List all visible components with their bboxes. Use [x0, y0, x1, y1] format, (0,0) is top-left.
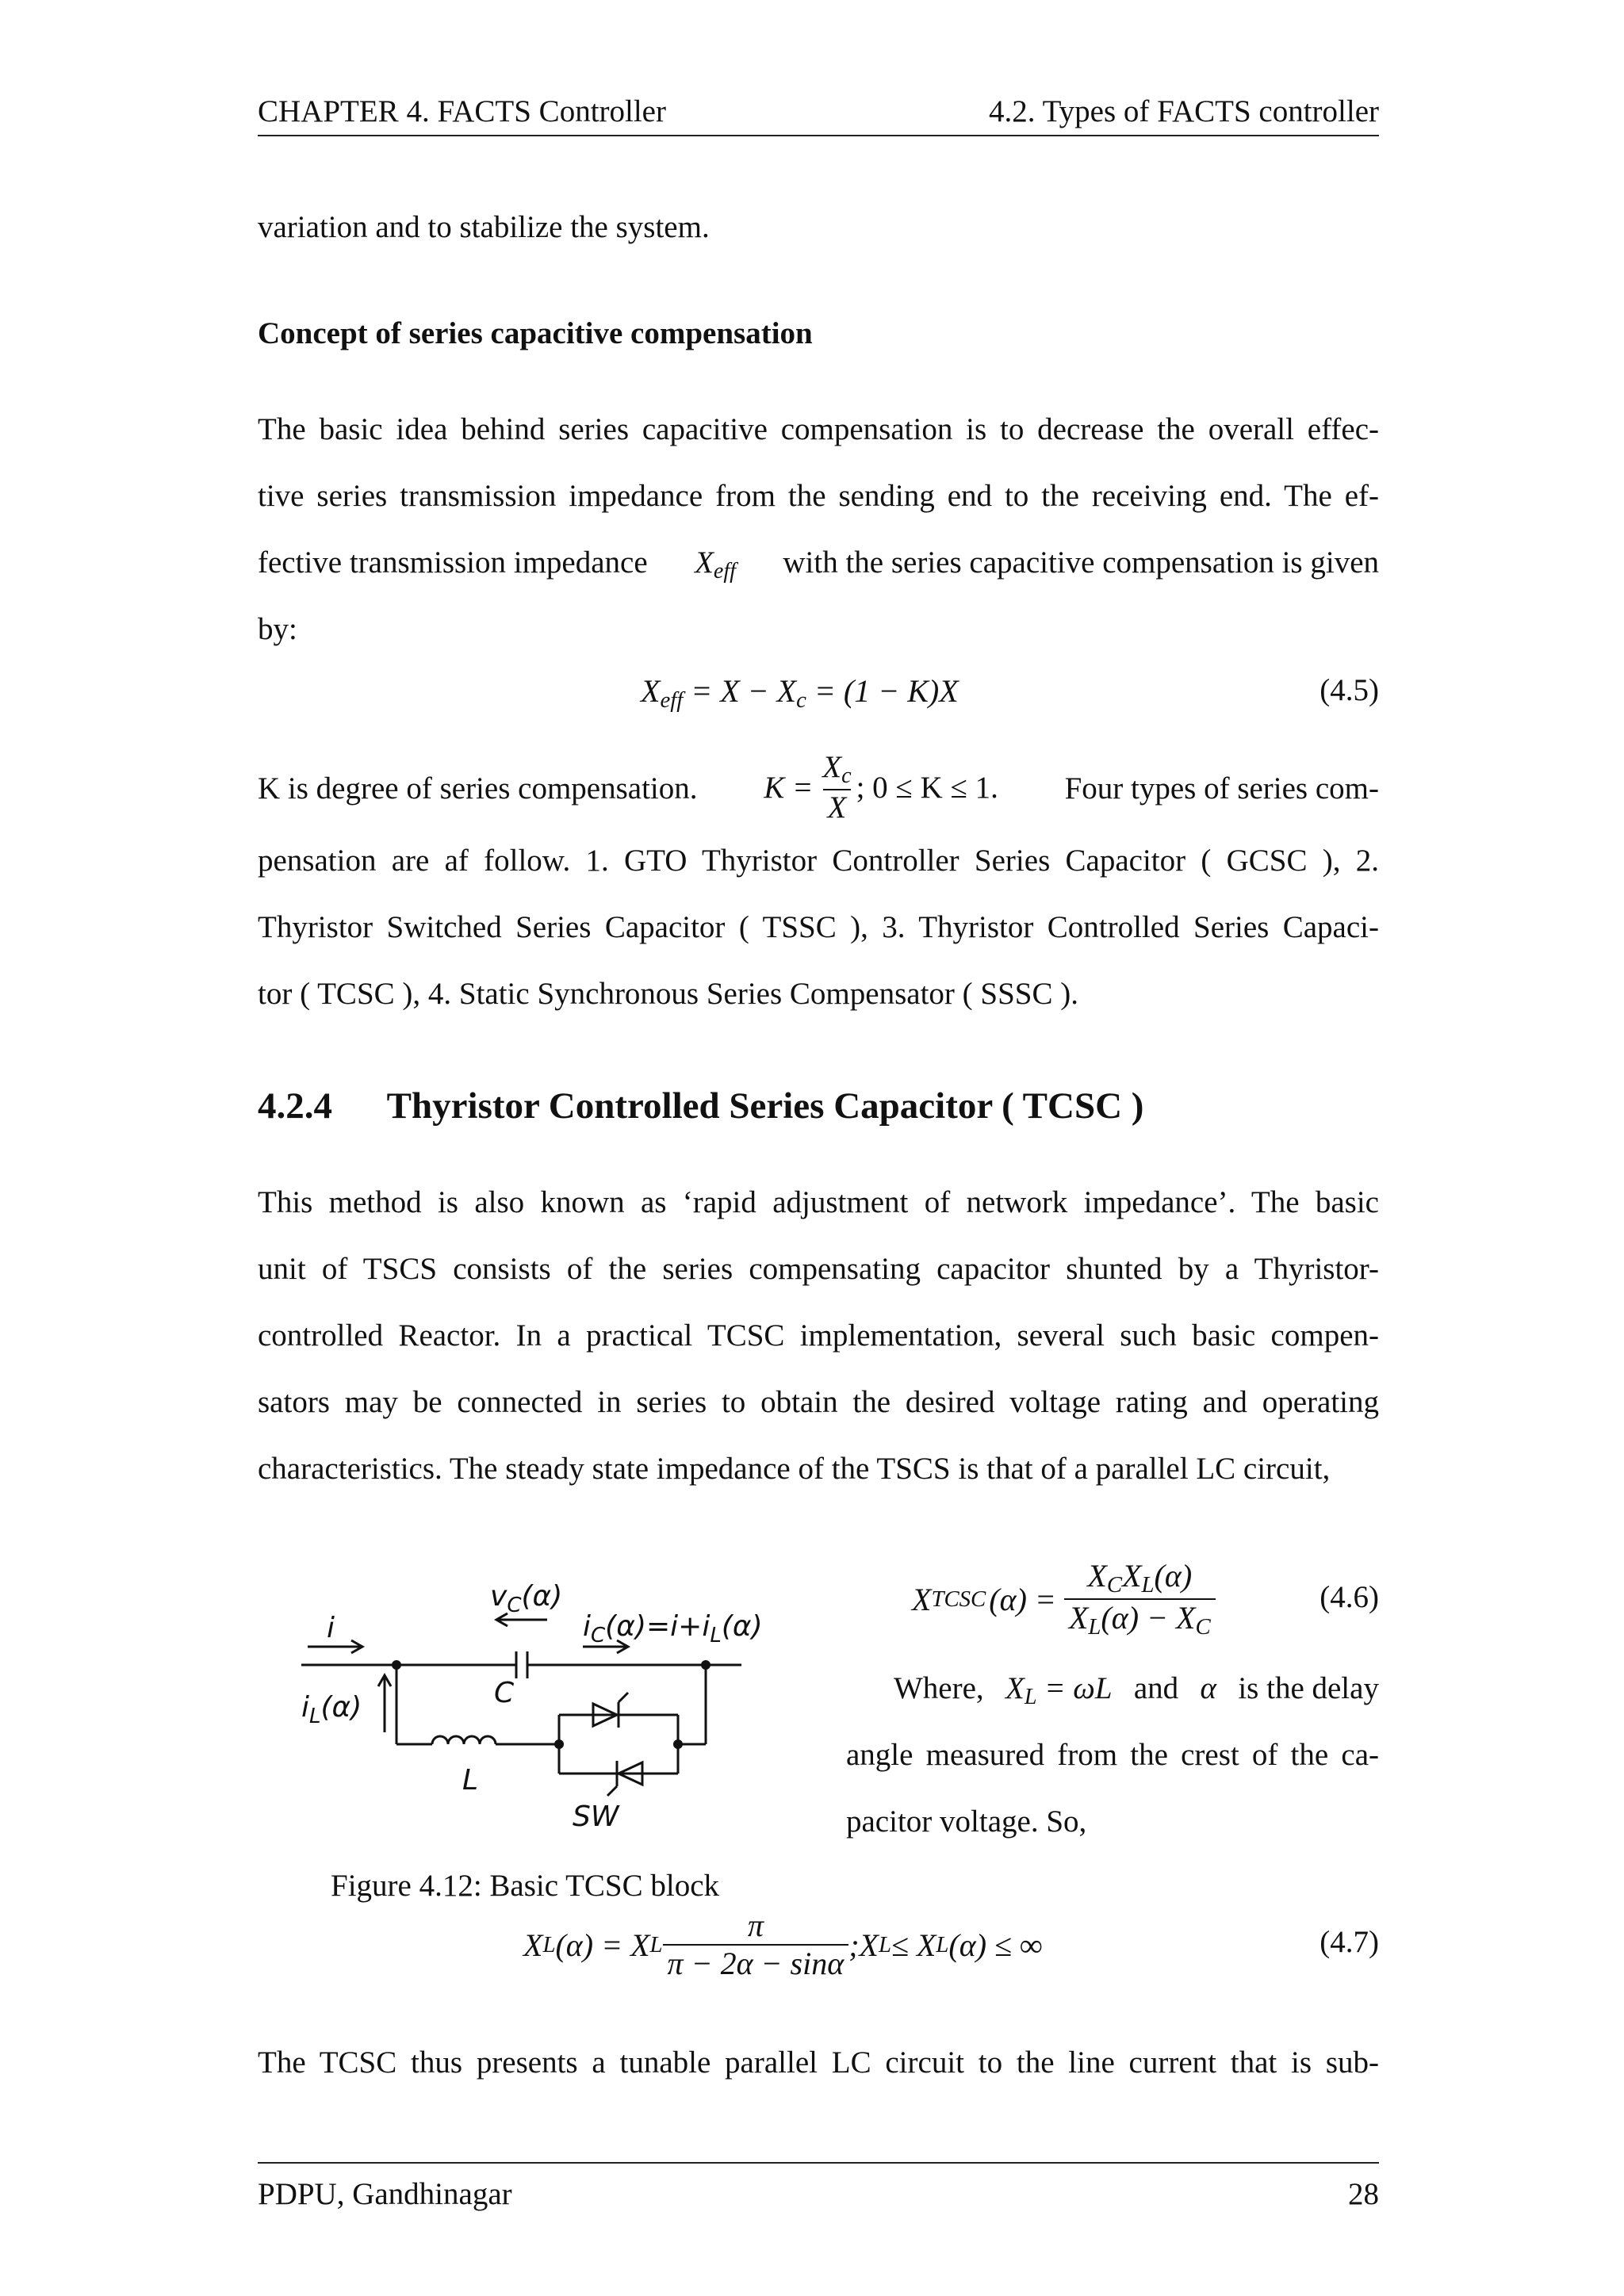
- running-header-chapter: CHAPTER 4. FACTS Controller: [258, 94, 666, 128]
- text-line: angle measured from the crest of the ca-: [846, 1738, 1379, 1772]
- text-line: unit of TSCS consists of the series compensating capacitor shunted by a Thyristor-: [258, 1252, 1379, 1286]
- text-line: pacitor voltage. So,: [846, 1804, 1087, 1839]
- tcsc-circuit-diagram: [293, 1574, 769, 1843]
- equation-4-7: X L (α) = X L $\frac{\pi}{\pi - 2\alpha - \sin\alpha}$ ;X L ≤ X L (α) ≤ ∞: [523, 1908, 1043, 1981]
- equation-number-4-6: (4.6): [1320, 1580, 1379, 1614]
- k-definition: K = $\frac{X_c}{X}$ ; 0 ≤ K ≤ 1.: [764, 749, 998, 825]
- equation-4-6: X TCSC (α) = $\frac{X_CX_L(\alpha)}{X_L(\alpha) - X_C}$: [912, 1556, 1216, 1643]
- subsection-heading: [258, 1085, 1143, 1127]
- text-line: The TCSC thus presents a tunable parallel LC circuit to the line current that is sub-: [258, 2045, 1379, 2080]
- junction-dot: [392, 1660, 401, 1670]
- equation-number-4-5: (4.5): [1320, 673, 1379, 707]
- running-header-section: 4.2. Types of FACTS controller: [989, 94, 1379, 128]
- paragraph-tcsc: [258, 1169, 1379, 1502]
- text-line: Where, $X_L = \omega L$ and α is the delay: [894, 1671, 1379, 1710]
- subsection-number: 4.2.4: [258, 1085, 332, 1127]
- section-heading: Concept of series capacitive compensation: [258, 316, 813, 350]
- text-line: Thyristor Switched Series Capacitor ( TSSC ), 3. Thyristor Controlled Series Capaci-: [258, 910, 1379, 944]
- inductor-coil: [432, 1736, 496, 1744]
- footer-rule: [258, 2162, 1379, 2164]
- junction-dot: [701, 1660, 710, 1670]
- equation-4-5: $X_{eff} = X - X_c = (1 - K)X$: [641, 673, 959, 714]
- paragraph-compensation-types: [258, 748, 1379, 1027]
- xeff-symbol: $X_{eff}$: [695, 545, 736, 584]
- equation-number-4-7: (4.7): [1320, 1925, 1379, 1959]
- header-rule: [258, 135, 1379, 136]
- figure-caption: Figure 4.12: Basic TCSC block: [331, 1869, 720, 1903]
- text-line: K is degree of series compensation. K = $\frac{X_c}{X}$ ; 0 ≤ K ≤ 1. Four types of series com-: [258, 749, 1379, 825]
- text-line: This method is also known as ‘rapid adjustment of network impedance’. The basic: [258, 1185, 1379, 1219]
- capacitor-label: C: [494, 1677, 515, 1709]
- text-line: characteristics. The steady state impedance of the TSCS is that of a parallel LC circuit,: [258, 1452, 1331, 1486]
- text-line: The basic idea behind series capacitive compensation is to decrease the overall effec-: [258, 412, 1379, 446]
- text-line: by:: [258, 612, 297, 646]
- paragraph-series-compensation: [258, 396, 1379, 663]
- text-line: tive series transmission impedance from the sending end to the receiving end. The ef-: [258, 479, 1379, 513]
- footer-institution: PDPU, Gandhinagar: [258, 2177, 512, 2211]
- junction-dot: [554, 1739, 564, 1749]
- text-line: fective transmission impedance $X_{eff}$ with the series capacitive compensation is given: [258, 530, 1379, 596]
- ic-label: $i_C(\alpha)=i+i_L(\alpha)$: [583, 1610, 763, 1647]
- i-label: i: [327, 1612, 335, 1644]
- paragraph-where: [846, 1655, 1379, 1855]
- junction-dot: [673, 1739, 683, 1749]
- page-number: 28: [1348, 2177, 1379, 2211]
- il-label: $i_L(\alpha)$: [301, 1691, 362, 1728]
- text-line: pensation are af follow. 1. GTO Thyristor Controller Series Capacitor ( GCSC ), 2.: [258, 844, 1379, 878]
- continuation-text: variation and to stabilize the system.: [258, 210, 710, 244]
- paragraph-final: [258, 2030, 1379, 2096]
- text-line: tor ( TCSC ), 4. Static Synchronous Series Compensator ( SSSC ).: [258, 977, 1078, 1011]
- switch-label: SW: [573, 1800, 619, 1833]
- vc-label: $v_C(\alpha)$: [490, 1580, 563, 1617]
- inductor-label: L: [462, 1764, 479, 1797]
- text-line: controlled Reactor. In a practical TCSC implementation, several such basic compen-: [258, 1318, 1379, 1353]
- text-line: sators may be connected in series to obtain the desired voltage rating and operating: [258, 1385, 1379, 1419]
- subsection-title: Thyristor Controlled Series Capacitor ( TCSC ): [386, 1085, 1144, 1127]
